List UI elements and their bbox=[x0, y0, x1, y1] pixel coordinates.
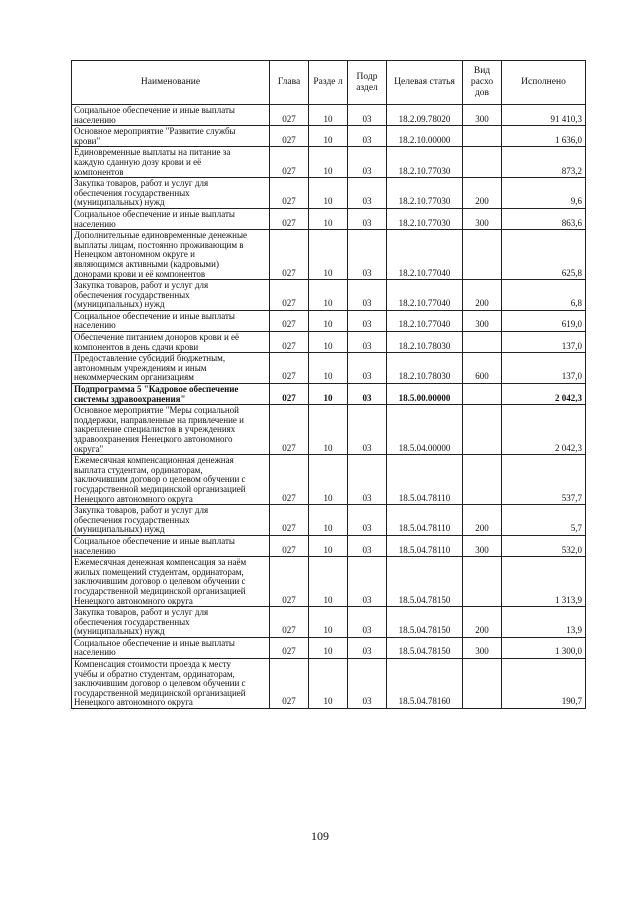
cell-executed: 5,7 bbox=[502, 505, 586, 536]
table-row bbox=[72, 178, 586, 209]
cell-podrazdel: 03 bbox=[348, 405, 387, 455]
table-row bbox=[72, 405, 586, 455]
table-row bbox=[72, 280, 586, 311]
col-header-name: Наименование bbox=[72, 61, 270, 105]
cell-name-line: каждую сданную дозу крови и её bbox=[74, 156, 202, 167]
cell-target-article: 18.2.10.78030 bbox=[387, 332, 463, 353]
cell-name bbox=[72, 659, 270, 709]
header-row bbox=[72, 61, 586, 105]
cell-expense-type: 600 bbox=[463, 353, 502, 384]
cell-name-line: государственной медицинской организацией bbox=[74, 585, 246, 596]
cell-podrazdel: 03 bbox=[348, 178, 387, 209]
cell-executed: 532,0 bbox=[502, 535, 586, 556]
cell-expense-type: 300 bbox=[463, 105, 502, 126]
cell-glava: 027 bbox=[270, 505, 309, 536]
cell-name-line: Закупка товаров, работ и услуг для bbox=[74, 178, 209, 189]
cell-name-line: системы здравоохранения" bbox=[74, 393, 186, 404]
cell-razdel: 10 bbox=[309, 637, 348, 658]
cell-glava: 027 bbox=[270, 310, 309, 331]
cell-name-line: Предоставление субсидий бюджетным, bbox=[74, 353, 226, 364]
table-row bbox=[72, 455, 586, 505]
cell-name-line: крови" bbox=[74, 135, 101, 146]
cell-executed: 1 300,0 bbox=[502, 637, 586, 658]
cell-expense-type: 200 bbox=[463, 178, 502, 209]
cell-name-line: (муниципальных) нужд bbox=[74, 626, 165, 637]
cell-target-article: 18.2.10.77040 bbox=[387, 310, 463, 331]
cell-executed: 9,6 bbox=[502, 178, 586, 209]
cell-podrazdel: 03 bbox=[348, 280, 387, 311]
cell-glava: 027 bbox=[270, 557, 309, 607]
cell-razdel: 10 bbox=[309, 178, 348, 209]
cell-razdel: 10 bbox=[309, 607, 348, 638]
cell-name-line: Закупка товаров, работ и услуг для bbox=[74, 607, 209, 618]
cell-name bbox=[72, 353, 270, 384]
cell-expense-type bbox=[463, 230, 502, 280]
table-row bbox=[72, 332, 586, 353]
cell-name-line: заключившим договор о целевом обучении с bbox=[74, 678, 246, 689]
col-header-podrazdel: Подр аздел bbox=[348, 61, 387, 105]
cell-executed: 1 636,0 bbox=[502, 126, 586, 147]
cell-name-line: выплата студентам, ординаторам, bbox=[74, 464, 203, 475]
cell-razdel: 10 bbox=[309, 105, 348, 126]
cell-executed: 619,0 bbox=[502, 310, 586, 331]
col-header-vid: Вид расхо дов bbox=[463, 61, 502, 105]
page-number: 109 bbox=[311, 829, 329, 843]
cell-expense-type bbox=[463, 332, 502, 353]
cell-name-line: Компенсация стоимости проезда к месту bbox=[74, 659, 231, 670]
cell-name-line: округа" bbox=[74, 443, 104, 454]
cell-name bbox=[72, 637, 270, 658]
cell-executed: 137,0 bbox=[502, 332, 586, 353]
cell-name bbox=[72, 280, 270, 311]
cell-razdel: 10 bbox=[309, 557, 348, 607]
table-row bbox=[72, 659, 586, 709]
table-row bbox=[72, 230, 586, 280]
cell-name-line: компонентов bbox=[74, 166, 124, 177]
cell-razdel: 10 bbox=[309, 405, 348, 455]
cell-name-line: Социальное обеспечение и иные выплаты bbox=[74, 637, 235, 648]
cell-target-article: 18.5.04.78150 bbox=[387, 557, 463, 607]
cell-glava: 027 bbox=[270, 659, 309, 709]
cell-target-article: 18.5.04.78110 bbox=[387, 455, 463, 505]
cell-executed: 137,0 bbox=[502, 353, 586, 384]
cell-expense-type bbox=[463, 557, 502, 607]
cell-name-line: Ненецкого автономного округа bbox=[74, 493, 193, 504]
cell-executed: 873,2 bbox=[502, 147, 586, 178]
cell-target-article: 18.2.10.00000 bbox=[387, 126, 463, 147]
cell-podrazdel: 03 bbox=[348, 384, 387, 405]
cell-name-line: автономным учреждениям и иным bbox=[74, 362, 207, 373]
cell-expense-type: 300 bbox=[463, 637, 502, 658]
cell-podrazdel: 03 bbox=[348, 147, 387, 178]
cell-target-article: 18.2.10.77040 bbox=[387, 230, 463, 280]
cell-podrazdel: 03 bbox=[348, 659, 387, 709]
cell-name-line: закрепление специалистов в учреждениях bbox=[74, 424, 236, 435]
cell-name-line: государственной медицинской организацией bbox=[74, 483, 246, 494]
cell-name-line: учёбы и обратно студентам, ординаторам, bbox=[74, 668, 235, 679]
cell-name bbox=[72, 405, 270, 455]
cell-target-article: 18.2.10.77040 bbox=[387, 280, 463, 311]
cell-executed: 190,7 bbox=[502, 659, 586, 709]
cell-name-line: обеспечения государственных bbox=[74, 187, 190, 198]
cell-expense-type: 200 bbox=[463, 280, 502, 311]
cell-name-line: Закупка товаров, работ и услуг для bbox=[74, 280, 209, 291]
cell-glava: 027 bbox=[270, 147, 309, 178]
cell-name bbox=[72, 557, 270, 607]
cell-podrazdel: 03 bbox=[348, 607, 387, 638]
cell-name-line: обеспечения государственных bbox=[74, 616, 190, 627]
cell-name-line: поддержки, направленные на привлечение и bbox=[74, 414, 244, 425]
cell-name-line: (муниципальных) нужд bbox=[74, 524, 165, 535]
cell-target-article: 18.5.04.78150 bbox=[387, 607, 463, 638]
cell-executed: 6,8 bbox=[502, 280, 586, 311]
cell-target-article: 18.5.04.78150 bbox=[387, 637, 463, 658]
cell-name-line: Основное мероприятие "Меры социальной bbox=[74, 405, 239, 416]
cell-razdel: 10 bbox=[309, 659, 348, 709]
cell-name bbox=[72, 105, 270, 126]
cell-expense-type: 300 bbox=[463, 535, 502, 556]
table-row bbox=[72, 557, 586, 607]
cell-name-line: Ежемесячная денежная компенсация за наём bbox=[74, 557, 247, 568]
cell-name-line: Обеспечение питанием доноров крови и её bbox=[74, 332, 240, 343]
cell-name bbox=[72, 230, 270, 280]
table-row bbox=[72, 505, 586, 536]
cell-glava: 027 bbox=[270, 126, 309, 147]
cell-name-line: (муниципальных) нужд bbox=[74, 299, 165, 310]
cell-name bbox=[72, 208, 270, 229]
cell-name-line: населению bbox=[74, 545, 116, 556]
cell-name-line: обеспечения государственных bbox=[74, 514, 190, 525]
cell-podrazdel: 03 bbox=[348, 557, 387, 607]
cell-name-line: Закупка товаров, работ и услуг для bbox=[74, 505, 209, 516]
cell-glava: 027 bbox=[270, 280, 309, 311]
col-header-ispolneno: Исполнено bbox=[502, 61, 586, 105]
cell-name-line: Ненецком автономном округе и bbox=[74, 249, 195, 260]
cell-razdel: 10 bbox=[309, 535, 348, 556]
cell-name-line: населению bbox=[74, 320, 116, 331]
cell-glava: 027 bbox=[270, 405, 309, 455]
cell-razdel: 10 bbox=[309, 147, 348, 178]
cell-name-line: заключившим договор о целевом обучении с bbox=[74, 474, 246, 485]
cell-podrazdel: 03 bbox=[348, 455, 387, 505]
cell-name-line: Ненецкого автономного округа bbox=[74, 697, 193, 708]
cell-expense-type bbox=[463, 405, 502, 455]
cell-name-line: Социальное обеспечение и иные выплаты bbox=[74, 310, 235, 321]
cell-name-line: Единовременные выплаты на питание за bbox=[74, 147, 231, 158]
cell-name-line: компонентов в день сдачи крови bbox=[74, 341, 199, 352]
cell-name bbox=[72, 147, 270, 178]
cell-name bbox=[72, 178, 270, 209]
cell-expense-type bbox=[463, 126, 502, 147]
cell-target-article: 18.5.04.00000 bbox=[387, 405, 463, 455]
cell-expense-type: 200 bbox=[463, 607, 502, 638]
cell-name-line: населению bbox=[74, 114, 116, 125]
cell-glava: 027 bbox=[270, 384, 309, 405]
cell-glava: 027 bbox=[270, 535, 309, 556]
col-header-razdel: Разде л bbox=[309, 61, 348, 105]
cell-name-line: Социальное обеспечение и иные выплаты bbox=[74, 208, 235, 219]
cell-name bbox=[72, 384, 270, 405]
cell-name-line: (муниципальных) нужд bbox=[74, 197, 165, 208]
cell-glava: 027 bbox=[270, 332, 309, 353]
cell-razdel: 10 bbox=[309, 230, 348, 280]
budget-table bbox=[71, 60, 586, 709]
cell-podrazdel: 03 bbox=[348, 310, 387, 331]
cell-podrazdel: 03 bbox=[348, 230, 387, 280]
cell-name-line: обеспечения государственных bbox=[74, 289, 190, 300]
cell-name bbox=[72, 535, 270, 556]
cell-name-line: государственной медицинской организацией bbox=[74, 687, 246, 698]
cell-razdel: 10 bbox=[309, 455, 348, 505]
table-row bbox=[72, 147, 586, 178]
cell-glava: 027 bbox=[270, 455, 309, 505]
cell-name-line: Социальное обеспечение и иные выплаты bbox=[74, 535, 235, 546]
table-row bbox=[72, 637, 586, 658]
col-header-statya: Целевая статья bbox=[387, 61, 463, 105]
cell-razdel: 10 bbox=[309, 208, 348, 229]
cell-name-line: Дополнительные единовременные денежные bbox=[74, 230, 247, 241]
cell-razdel: 10 bbox=[309, 384, 348, 405]
cell-expense-type: 300 bbox=[463, 208, 502, 229]
cell-name-line: заключившим договор о целевом обучении с bbox=[74, 576, 246, 587]
cell-target-article: 18.2.10.77030 bbox=[387, 147, 463, 178]
cell-executed: 2 042,3 bbox=[502, 384, 586, 405]
cell-name-line: здравоохранения Ненецкого автономного bbox=[74, 434, 233, 444]
cell-expense-type bbox=[463, 147, 502, 178]
cell-name-line: Основное мероприятие "Развитие службы bbox=[74, 126, 236, 137]
cell-podrazdel: 03 bbox=[348, 126, 387, 147]
table-row bbox=[72, 126, 586, 147]
cell-name-line: некоммерческим организациям bbox=[74, 372, 194, 383]
cell-target-article: 18.2.10.77030 bbox=[387, 208, 463, 229]
table-row bbox=[72, 535, 586, 556]
cell-expense-type bbox=[463, 659, 502, 709]
cell-target-article: 18.5.04.78110 bbox=[387, 535, 463, 556]
cell-podrazdel: 03 bbox=[348, 208, 387, 229]
cell-target-article: 18.2.09.78020 bbox=[387, 105, 463, 126]
cell-name-line: Подпрограмма 5 "Кадровое обеспечение bbox=[74, 384, 239, 395]
table-row bbox=[72, 353, 586, 384]
cell-name-line: жилых помещений студентам, ординаторам, bbox=[74, 566, 244, 577]
cell-expense-type: 200 bbox=[463, 505, 502, 536]
cell-glava: 027 bbox=[270, 105, 309, 126]
cell-target-article: 18.5.00.00000 bbox=[387, 384, 463, 405]
cell-podrazdel: 03 bbox=[348, 505, 387, 536]
cell-executed: 863,6 bbox=[502, 208, 586, 229]
cell-target-article: 18.2.10.77030 bbox=[387, 178, 463, 209]
table-row bbox=[72, 310, 586, 331]
cell-target-article: 18.2.10.78030 bbox=[387, 353, 463, 384]
cell-expense-type: 300 bbox=[463, 310, 502, 331]
cell-razdel: 10 bbox=[309, 505, 348, 536]
cell-executed: 2 042,3 bbox=[502, 405, 586, 455]
table-row bbox=[72, 384, 586, 405]
cell-razdel: 10 bbox=[309, 332, 348, 353]
cell-name bbox=[72, 126, 270, 147]
cell-razdel: 10 bbox=[309, 280, 348, 311]
cell-name-line: донорами крови и её компонентов bbox=[74, 268, 206, 279]
table-body bbox=[72, 105, 586, 709]
cell-podrazdel: 03 bbox=[348, 637, 387, 658]
cell-expense-type bbox=[463, 455, 502, 505]
cell-podrazdel: 03 bbox=[348, 332, 387, 353]
cell-name bbox=[72, 607, 270, 638]
cell-name-line: населению bbox=[74, 218, 116, 229]
cell-podrazdel: 03 bbox=[348, 535, 387, 556]
cell-name bbox=[72, 332, 270, 353]
cell-name-line: являющимся активными (кадровыми) bbox=[74, 258, 219, 269]
table-row bbox=[72, 105, 586, 126]
cell-podrazdel: 03 bbox=[348, 353, 387, 384]
cell-name-line: населению bbox=[74, 647, 116, 658]
cell-name-line: выплаты лицам, постоянно проживающим в bbox=[74, 239, 244, 250]
cell-executed: 13,9 bbox=[502, 607, 586, 638]
cell-glava: 027 bbox=[270, 607, 309, 638]
cell-glava: 027 bbox=[270, 353, 309, 384]
cell-glava: 027 bbox=[270, 178, 309, 209]
cell-target-article: 18.5.04.78110 bbox=[387, 505, 463, 536]
cell-podrazdel: 03 bbox=[348, 105, 387, 126]
cell-razdel: 10 bbox=[309, 310, 348, 331]
cell-name bbox=[72, 310, 270, 331]
cell-name-line: Ненецкого автономного округа bbox=[74, 595, 193, 606]
cell-glava: 027 bbox=[270, 230, 309, 280]
col-header-glava: Глава bbox=[270, 61, 309, 105]
cell-executed: 1 313,9 bbox=[502, 557, 586, 607]
cell-name-line: Ежемесячная компенсационная денежная bbox=[74, 455, 234, 466]
cell-executed: 537,7 bbox=[502, 455, 586, 505]
cell-razdel: 10 bbox=[309, 353, 348, 384]
cell-target-article: 18.5.04.78160 bbox=[387, 659, 463, 709]
cell-executed: 91 410,3 bbox=[502, 105, 586, 126]
cell-expense-type bbox=[463, 384, 502, 405]
table-row bbox=[72, 208, 586, 229]
cell-razdel: 10 bbox=[309, 126, 348, 147]
cell-executed: 625,8 bbox=[502, 230, 586, 280]
cell-name bbox=[72, 455, 270, 505]
cell-glava: 027 bbox=[270, 637, 309, 658]
cell-name-line: Социальное обеспечение и иные выплаты bbox=[74, 105, 235, 115]
cell-name bbox=[72, 505, 270, 536]
cell-glava: 027 bbox=[270, 208, 309, 229]
table-row bbox=[72, 607, 586, 638]
